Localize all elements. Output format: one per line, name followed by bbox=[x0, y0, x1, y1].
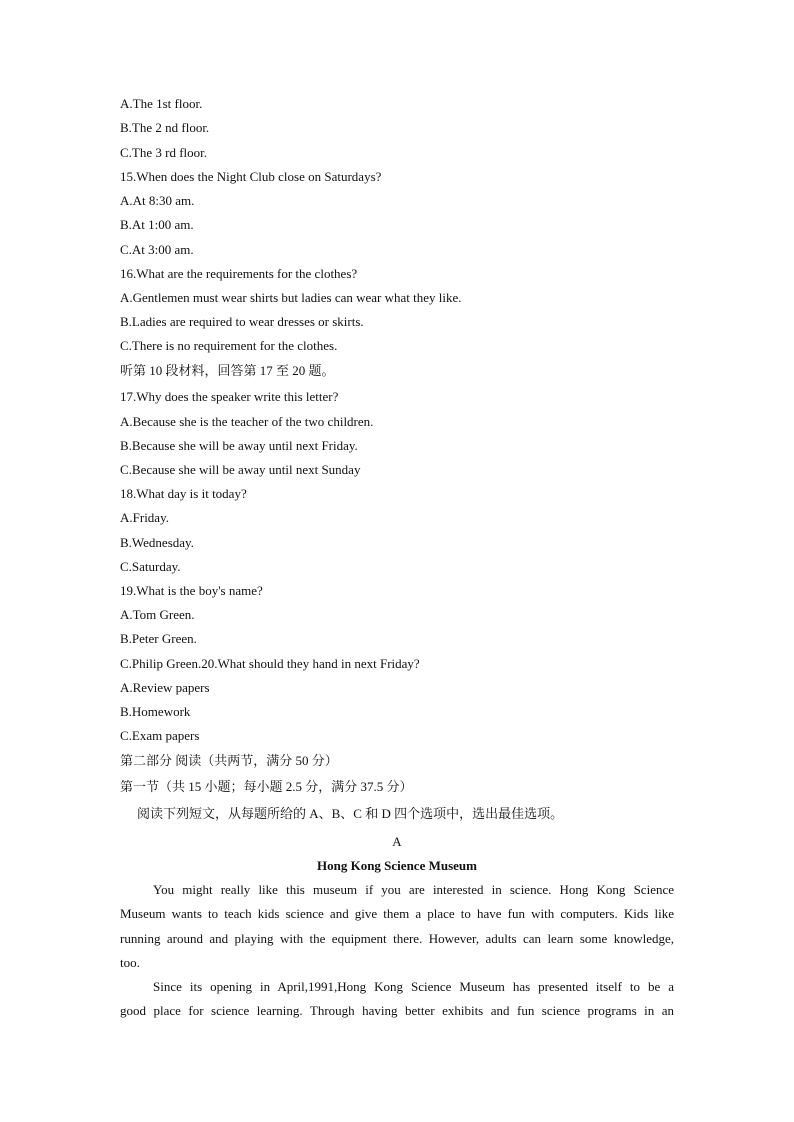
q19-option-b: B.Peter Green. bbox=[120, 631, 197, 646]
paragraph-2-line-2: good place for science learning. Through having better exhibits and fun science programs in an bbox=[120, 1003, 674, 1018]
q19-question: 19.What is the boy's name? bbox=[120, 583, 263, 598]
section-10-instruction: 听第 10 段材料，回答第 17 至 20 题。 bbox=[120, 363, 335, 378]
part-two-heading: 第二部分 阅读（共两节，满分 50 分） bbox=[120, 753, 338, 768]
q18-option-c: C.Saturday. bbox=[120, 559, 181, 574]
q14-option-c: C.The 3 rd floor. bbox=[120, 145, 208, 160]
passage-title: Hong Kong Science Museum bbox=[317, 858, 477, 873]
q16-option-c: C.There is no requirement for the clothes. bbox=[120, 338, 338, 353]
q16-option-b: B.Ladies are required to wear dresses or skirts. bbox=[120, 314, 364, 329]
q19-option-c-q20-question: C.Philip Green.20.What should they hand in next Friday? bbox=[120, 656, 420, 671]
paragraph-1-line-2: Museum wants to teach kids science and give them a place to have fun with computers. Kids like bbox=[120, 906, 674, 921]
q17-option-b: B.Because she will be away until next Friday. bbox=[120, 438, 358, 453]
paragraph-1-line-3: running around and playing with the equipment there. However, adults can learn some knowledge, bbox=[120, 931, 674, 946]
q16-question: 16.What are the requirements for the clothes? bbox=[120, 266, 358, 281]
q17-option-a: A.Because she is the teacher of the two children. bbox=[120, 414, 374, 429]
q17-question: 17.Why does the speaker write this letter? bbox=[120, 389, 339, 404]
q20-option-b: B.Homework bbox=[120, 704, 191, 719]
reading-instruction: 阅读下列短文，从每题所给的 A、B、C 和 D 四个选项中，选出最佳选项。 bbox=[137, 806, 564, 821]
q15-question: 15.When does the Night Club close on Saturdays? bbox=[120, 169, 382, 184]
passage-letter: A bbox=[392, 834, 402, 849]
q20-option-c: C.Exam papers bbox=[120, 728, 200, 743]
paragraph-1-line-4: too. bbox=[120, 955, 140, 970]
q14-option-a: A.The 1st floor. bbox=[120, 96, 203, 111]
q15-option-b: B.At 1:00 am. bbox=[120, 217, 194, 232]
q16-option-a: A.Gentlemen must wear shirts but ladies can wear what they like. bbox=[120, 290, 462, 305]
section-one-heading: 第一节（共 15 小题；每小题 2.5 分，满分 37.5 分） bbox=[120, 779, 413, 794]
paragraph-1-line-1: You might really like this museum if you are interested in science. Hong Kong Science bbox=[153, 882, 674, 897]
q17-option-c: C.Because she will be away until next Sunday bbox=[120, 462, 361, 477]
q18-question: 18.What day is it today? bbox=[120, 486, 247, 501]
q14-option-b: B.The 2 nd floor. bbox=[120, 120, 210, 135]
q20-option-a: A.Review papers bbox=[120, 680, 210, 695]
q19-option-a: A.Tom Green. bbox=[120, 607, 195, 622]
q15-option-c: C.At 3:00 am. bbox=[120, 242, 194, 257]
q18-option-a: A.Friday. bbox=[120, 510, 169, 525]
q15-option-a: A.At 8:30 am. bbox=[120, 193, 195, 208]
q18-option-b: B.Wednesday. bbox=[120, 535, 194, 550]
paragraph-2-line-1: Since its opening in April,1991,Hong Kong Science Museum has presented itself to be a bbox=[153, 979, 674, 994]
